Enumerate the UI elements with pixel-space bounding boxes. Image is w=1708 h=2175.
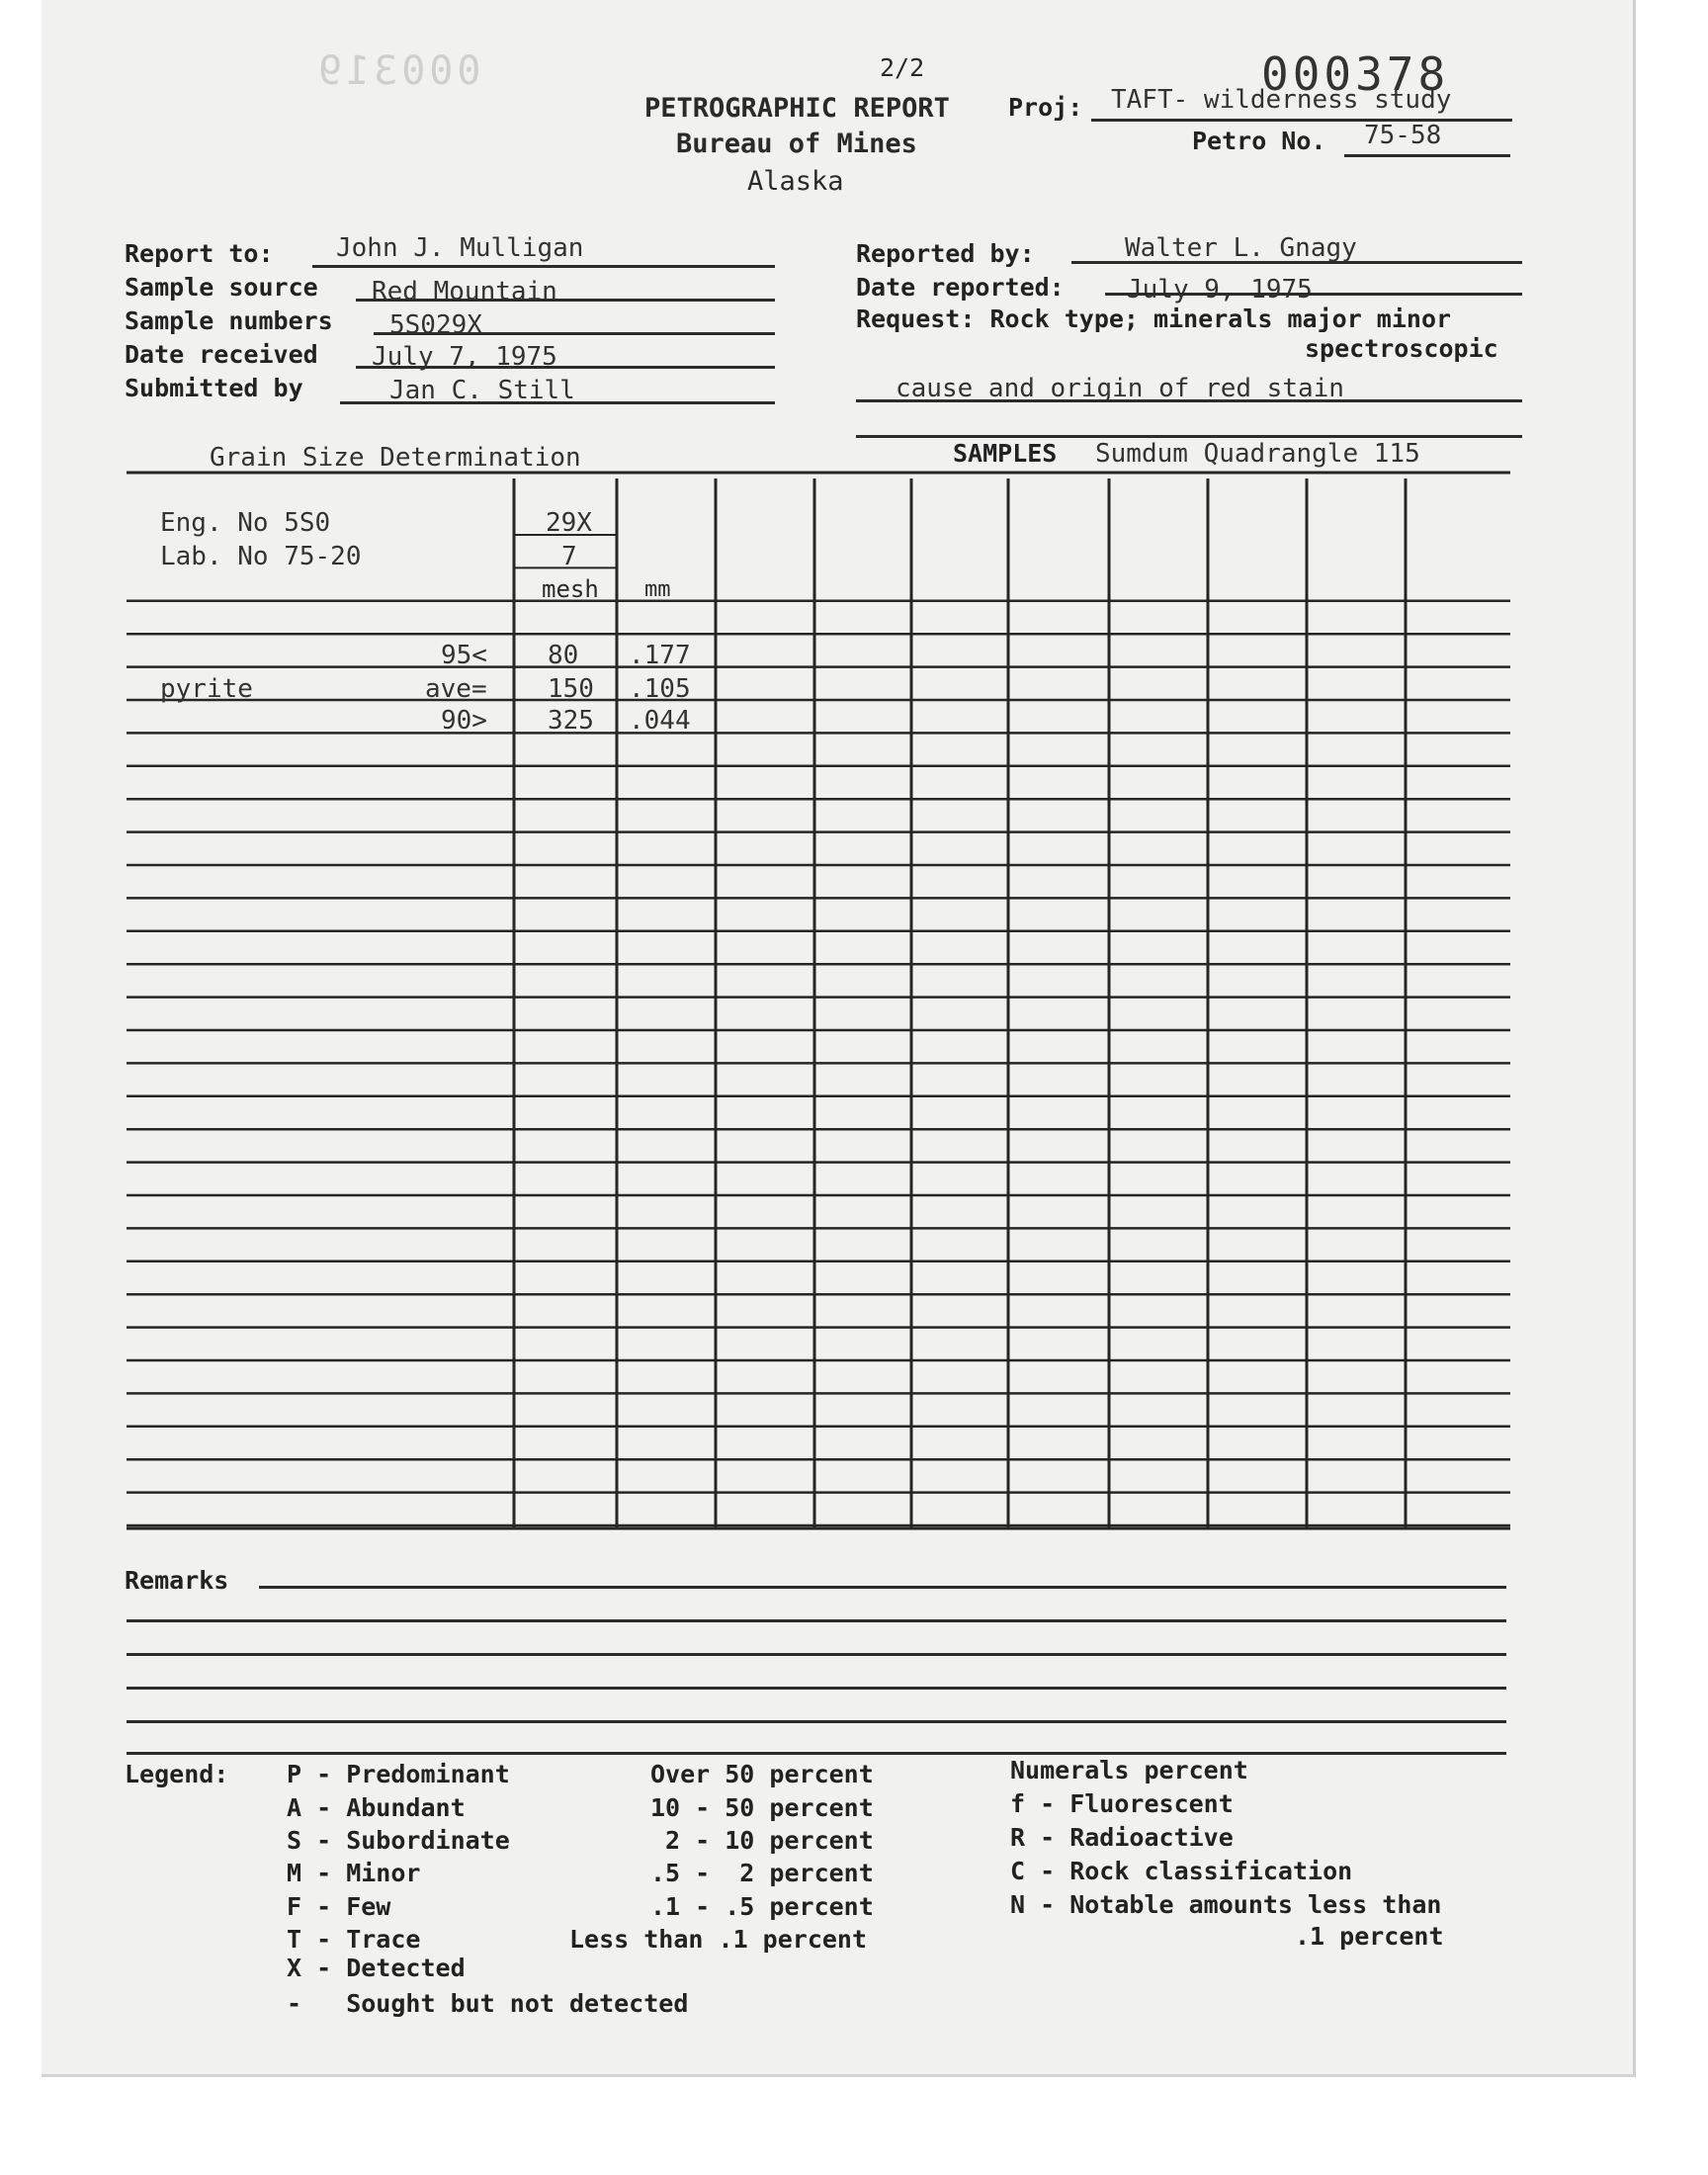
sample-column-lab: 7 [561,542,577,571]
remarks-line-2 [127,1619,1506,1622]
report-to-value: John J. Mulligan [336,233,584,263]
remarks-line-1 [259,1586,1506,1589]
bleed-through-number: 000319 [314,48,481,94]
legend-code-s: S - Subordinate [287,1826,510,1855]
submitted-by-label: Submitted by [125,374,303,402]
legend-range-s: 2 - 10 percent [650,1826,874,1855]
row-1-mesh: 80 [548,641,579,670]
sample-source-label: Sample source [125,273,318,302]
sample-column-id: 29X [546,508,592,538]
row-3-mesh: 325 [548,706,594,736]
row-1-qualifier: 95< [441,641,487,670]
remarks-label: Remarks [125,1566,229,1595]
document-number: 000378 [1261,47,1450,101]
remarks-line-5 [127,1720,1506,1723]
sample-source-value: Red Mountain [372,277,557,306]
legend-range-m: .5 - 2 percent [650,1859,874,1887]
petro-no-value: 75-58 [1364,121,1442,150]
row-3-mm: .044 [629,706,691,736]
petro-no-label: Petro No. [1192,127,1326,155]
legend-range-p: Over 50 percent [650,1760,874,1788]
legend-note-2: R - Radioactive [1010,1823,1234,1852]
legend-range-t: Less than .1 percent [569,1925,868,1954]
agency-name: Bureau of Mines [676,129,917,159]
legend-code-m: M - Minor [287,1859,421,1887]
legend-note-3: C - Rock classification [1010,1857,1353,1885]
grid-columns [514,478,1406,1528]
legend-code-a: A - Abundant [287,1793,466,1822]
legend-note-4: N - Notable amounts less than [1010,1890,1442,1919]
eng-no: Eng. No 5S0 [160,508,331,538]
remarks-line-6 [127,1752,1506,1755]
legend-code-f: F - Few [287,1892,391,1921]
legend-code-t: T - Trace [287,1925,421,1954]
row-1-mm: .177 [629,641,691,670]
row-2-qualifier: ave= [425,674,487,704]
report-to-label: Report to: [125,239,274,268]
request-line-2: spectroscopic [1305,334,1498,363]
request-line-1: Request: Rock type; minerals major minor [856,304,1452,333]
samples-label: SAMPLES [953,439,1058,468]
date-reported-value: July 9, 1975 [1127,275,1313,304]
remarks-line-4 [127,1687,1506,1690]
row-3-qualifier: 90> [441,706,487,736]
grain-size-title: Grain Size Determination [210,443,581,473]
legend-note-1: f - Fluorescent [1010,1789,1234,1818]
reported-by-label: Reported by: [856,239,1035,268]
legend-code-p: P - Predominant [287,1760,510,1788]
legend-note-0: Numerals percent [1010,1756,1248,1784]
sample-numbers-label: Sample numbers [125,306,333,335]
legend-label: Legend: [125,1760,229,1788]
mesh-header: mesh [542,575,599,603]
grid-rows [127,473,1510,1528]
date-reported-label: Date reported: [856,273,1065,302]
row-2-mesh: 150 [548,674,594,704]
request-line-3: cause and origin of red stain [896,374,1344,403]
proj-value: TAFT- wilderness study [1111,85,1452,115]
reported-by-value: Walter L. Gnagy [1125,233,1357,263]
page-number: 2/2 [880,53,925,82]
samples-value: Sumdum Quadrangle 115 [1095,439,1420,469]
proj-label: Proj: [1008,93,1083,122]
mm-header: mm [644,577,671,602]
mineral-name: pyrite [160,674,253,704]
row-2-mm: .105 [629,674,691,704]
legend-code-x: X - Detected [287,1954,466,1982]
submitted-by-value: Jan C. Still [389,376,575,405]
lab-no: Lab. No 75-20 [160,542,362,571]
region-name: Alaska [747,166,844,197]
remarks-line-3 [127,1653,1506,1656]
legend-range-a: 10 - 50 percent [650,1793,874,1822]
legend-code-dash: - Sought but not detected [287,1989,689,2018]
sample-numbers-value: 5S029X [389,310,482,340]
legend-range-f: .1 - .5 percent [650,1892,874,1921]
date-received-label: Date received [125,340,318,369]
date-received-value: July 7, 1975 [372,342,557,372]
report-title: PETROGRAPHIC REPORT [644,93,950,124]
legend-note-5: .1 percent [1295,1922,1444,1951]
